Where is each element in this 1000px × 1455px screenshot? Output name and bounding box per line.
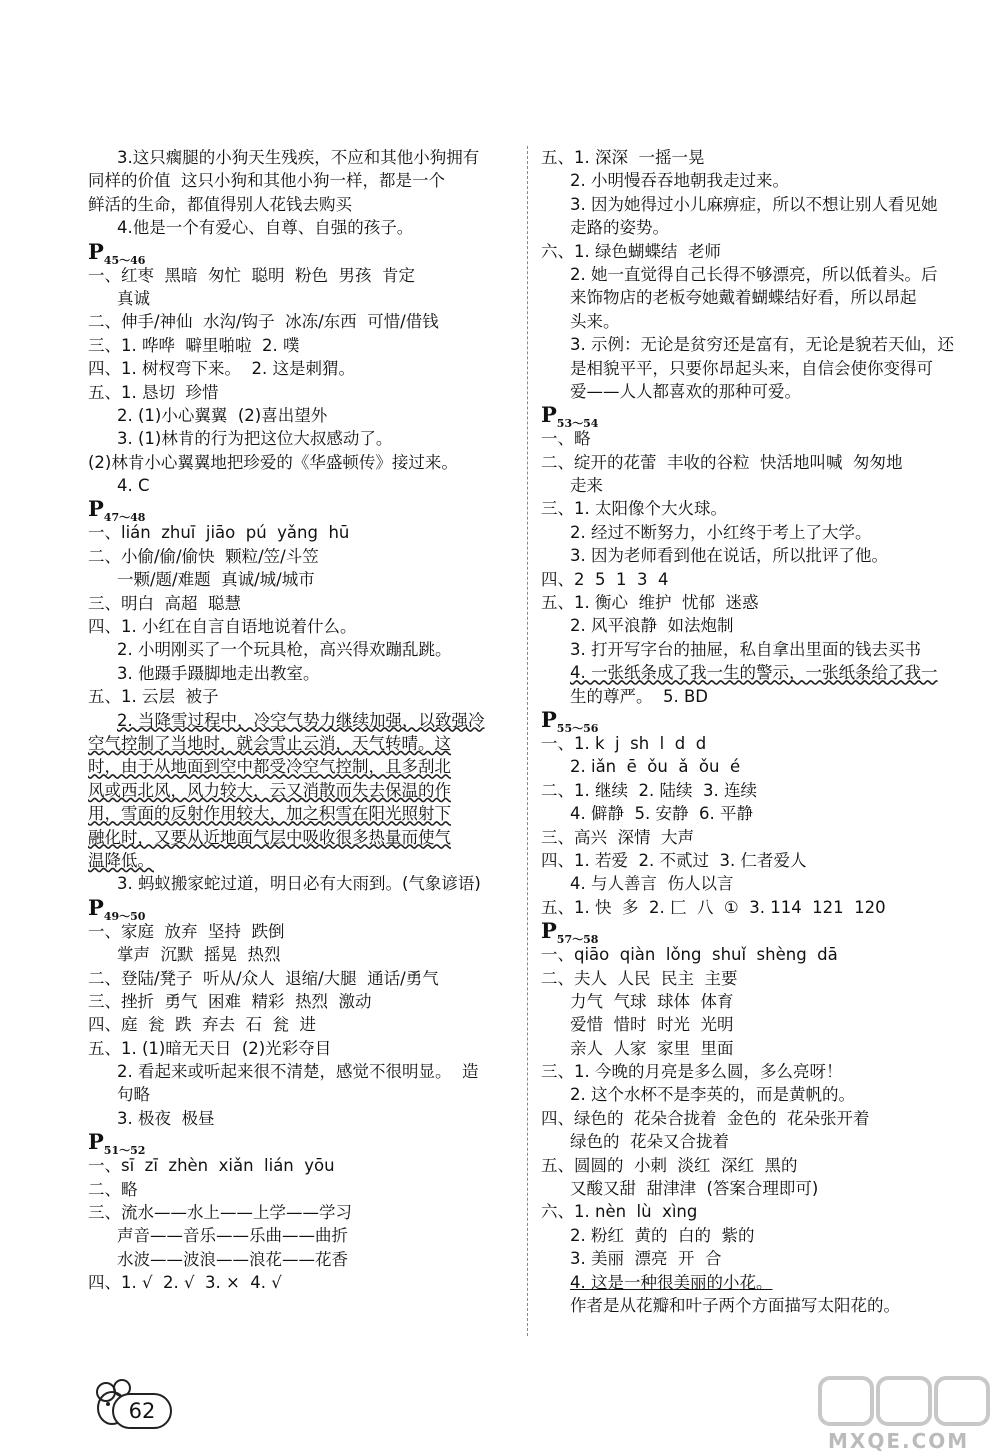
- answer-line: [541, 286, 971, 309]
- answer-line: [541, 614, 971, 637]
- answer-line: [88, 193, 518, 216]
- answer-text: 四、庭 瓮 跌 弃去 石 瓮 进: [88, 1015, 316, 1035]
- answer-text: 3. 因为她得过小儿麻痹症，所以不想让别人看见她: [570, 194, 938, 214]
- answer-line: [541, 1060, 971, 1083]
- answer-line: [88, 592, 518, 615]
- heading-letter: P: [541, 402, 557, 428]
- answer-line: [88, 709, 518, 732]
- answer-line: [541, 755, 971, 778]
- answer-text: (2)林肯小心翼翼地把珍爱的《华盛顿传》接过来。: [88, 452, 458, 472]
- answer-line: [88, 521, 518, 544]
- answer-text: 声音——音乐——乐曲——曲折: [117, 1226, 348, 1246]
- answer-line: [541, 1130, 971, 1153]
- answer-line: [541, 826, 971, 849]
- answer-text: 同样的价值 这只小狗和其他小狗一样，都是一个: [88, 171, 445, 191]
- answer-text: 走来: [570, 476, 603, 496]
- answer-line: [541, 732, 971, 755]
- answer-text: 2. 小明刚买了一个玩具枪，高兴得欢蹦乱跳。: [117, 640, 452, 660]
- answer-text: 头来。: [570, 311, 620, 331]
- answer-text: 二、1. 继续 2. 陆续 3. 连续: [541, 780, 757, 800]
- answer-text: 爱惜 惜时 时光 光明: [570, 1015, 734, 1035]
- answer-text: 3. 因为老师看到他在说话，所以批评了他。: [570, 546, 888, 566]
- answer-line: [541, 1107, 971, 1130]
- answer-line: [88, 1271, 518, 1294]
- answer-line: [88, 1178, 518, 1201]
- answer-line: [88, 615, 518, 638]
- answer-text: 4. 僻静 5. 安静 6. 平静: [570, 804, 753, 824]
- answer-text: 作者是从花瓣和叶子两个方面描写太阳花的。: [570, 1295, 900, 1315]
- answer-line: [541, 1083, 971, 1106]
- left-column: [88, 146, 518, 1295]
- answer-line: [541, 591, 971, 614]
- answer-line: [88, 427, 518, 450]
- answer-line: [541, 943, 971, 966]
- answer-text: 温降低。: [88, 850, 154, 870]
- answer-text: 二、小偷/偷/偷快 颗粒/笠/斗笠: [88, 546, 319, 566]
- answer-line: [541, 1224, 971, 1247]
- answer-line: [541, 685, 971, 708]
- answer-line: [88, 920, 518, 943]
- page-range-heading: [88, 1129, 518, 1158]
- answer-line: [88, 1154, 518, 1177]
- answer-text: 四、1. 树杈弯下来。 2. 这是刺猬。: [88, 359, 355, 379]
- answer-text: 亲人 人家 家里 里面: [570, 1038, 734, 1058]
- answer-line: [88, 1013, 518, 1036]
- answer-line: [88, 1037, 518, 1060]
- answer-text: 一、lián zhuī jiāo pú yǎng hū: [88, 523, 350, 543]
- answer-line: [541, 451, 971, 474]
- answer-line: [88, 826, 518, 849]
- answer-text: 一颗/题/难题 真诚/城/城市: [117, 570, 315, 590]
- heading-range: 45～46: [103, 253, 146, 267]
- answer-text: 走路的姿势。: [570, 218, 669, 238]
- answer-text: 水波——波浪——浪花——花香: [117, 1249, 348, 1269]
- answer-text: 四、1. 若爱 2. 不贰过 3. 仁者爱人: [541, 850, 807, 870]
- heading-letter: P: [88, 496, 104, 522]
- answer-line: [88, 310, 518, 333]
- answer-text: 六、1. 绿色蝴蝶结 老师: [541, 241, 721, 261]
- answer-text: 句略: [117, 1085, 150, 1105]
- answer-line: [541, 872, 971, 895]
- answer-line: [88, 1201, 518, 1224]
- answer-text: 一、qiāo qiàn lǒng shuǐ shèng dā: [541, 945, 838, 965]
- answer-text: 绿色的 花朵又合拢着: [570, 1132, 729, 1152]
- page-range-heading: [541, 402, 971, 431]
- answer-text: 2. 当降雪过程中，冷空气势力继续加强，以致强冷: [117, 710, 485, 730]
- column-divider: [527, 146, 528, 1336]
- answer-text: 2. 看起来或听起来很不清楚，感觉不很明显。 造: [117, 1062, 479, 1082]
- answer-line: [88, 146, 518, 169]
- answer-text: 一、家庭 放弃 坚持 跌倒: [88, 921, 285, 941]
- answer-text: 五、1. 衡心 维护 忧郁 迷惑: [541, 593, 759, 613]
- answer-text: 三、流水——水上——上学——学习: [88, 1203, 352, 1223]
- answer-line: [541, 779, 971, 802]
- answer-text: 二、伸手/神仙 水沟/钩子 冰冻/东西 可惜/借钱: [88, 312, 439, 332]
- answer-line: [88, 404, 518, 427]
- answer-text: 鲜活的生命，都值得别人花钱去购买: [88, 194, 352, 214]
- answer-line: [88, 451, 518, 474]
- heading-range: 49～50: [103, 909, 146, 923]
- answer-text: 五、1. 恳切 珍惜: [88, 382, 219, 402]
- answer-line: [541, 263, 971, 286]
- answer-text: 是相貌平平，只要你昂起头来，自信会使你变得可: [570, 358, 933, 378]
- answer-line: [541, 849, 971, 872]
- answer-line: [541, 661, 971, 684]
- answer-line: [88, 779, 518, 802]
- answer-line: [88, 334, 518, 357]
- answer-line: [541, 333, 971, 356]
- heading-letter: P: [88, 238, 104, 264]
- answer-line: [541, 638, 971, 661]
- answer-line: [541, 357, 971, 380]
- answer-text: 二、略: [88, 1179, 138, 1199]
- answer-text: 3. 美丽 漂亮 开 合: [570, 1249, 722, 1269]
- answer-text: 4.他是一个有爱心、自尊、自强的孩子。: [117, 218, 414, 238]
- answer-text: 2. (1)小心翼翼 (2)喜出望外: [117, 405, 328, 425]
- answer-line: [541, 169, 971, 192]
- answer-text: 一、略: [541, 429, 591, 449]
- answer-text: 一、sī zī zhèn xiǎn lián yōu: [88, 1156, 335, 1176]
- answer-line: [541, 896, 971, 919]
- answer-line: [541, 497, 971, 520]
- answer-line: [88, 872, 518, 895]
- answer-line: [88, 169, 518, 192]
- answer-line: [88, 1060, 518, 1083]
- answer-line: [541, 474, 971, 497]
- answer-text: 三、1. 哗哗 噼里啪啦 2. 噗: [88, 335, 300, 355]
- right-column: [541, 146, 971, 1317]
- answer-text: 五、1. 云层 被子: [88, 687, 219, 707]
- answer-line: [541, 1271, 971, 1294]
- answer-text: 四、绿色的 花朵合拢着 金色的 花朵张开着: [541, 1108, 870, 1128]
- answer-text: 二、绽开的花蕾 丰收的谷粒 快活地叫喊 匆匆地: [541, 452, 903, 472]
- answer-line: [88, 216, 518, 239]
- heading-range: 57～58: [556, 933, 599, 947]
- answer-text: 2. iǎn ē ǒu ǎ ǒu é: [570, 757, 741, 777]
- answer-text: 3. 打开写字台的抽屉，私自拿出里面的钱去买书: [570, 639, 921, 659]
- heading-range: 51～52: [103, 1144, 146, 1158]
- answer-text: 五、1. 深深 一摇一晃: [541, 148, 705, 167]
- heading-range: 47～48: [103, 511, 146, 525]
- answer-text: 2. 她一直觉得自己长得不够漂亮，所以低着头。后: [570, 264, 938, 284]
- answer-text: 三、明白 高超 聪慧: [88, 593, 241, 613]
- answer-line: [88, 732, 518, 755]
- answer-text: 四、2 5 1 3 4: [541, 569, 669, 589]
- answer-text: 融化时，又要从近地面气层中吸收很多热量而使气: [88, 827, 451, 847]
- answer-line: [541, 310, 971, 333]
- answer-line: [88, 943, 518, 966]
- answer-line: [541, 427, 971, 450]
- answer-text: 二、登陆/凳子 听从/众人 退缩/大腿 通话/勇气: [88, 968, 439, 988]
- answer-line: [88, 685, 518, 708]
- answer-line: [541, 1037, 971, 1060]
- heading-letter: P: [541, 918, 557, 944]
- heading-range: 53～54: [556, 417, 599, 431]
- answer-line: [541, 1013, 971, 1036]
- heading-range: 55～56: [556, 722, 599, 736]
- answer-line: [541, 521, 971, 544]
- answer-line: [88, 1107, 518, 1130]
- answer-text: 三、挫折 勇气 困难 精彩 热烈 激动: [88, 991, 372, 1011]
- answer-line: [88, 474, 518, 497]
- answer-text: 4. 与人善言 伤人以言: [570, 874, 734, 894]
- answer-text: 力气 气球 球体 体育: [570, 991, 734, 1011]
- answer-text: 3. 示例：无论是贫穷还是富有，无论是貌若天仙，还: [570, 335, 954, 355]
- answer-line: [541, 1177, 971, 1200]
- page-range-heading: [541, 918, 971, 947]
- answer-line: [541, 1294, 971, 1317]
- answer-text: 真诚: [117, 288, 150, 308]
- answer-text: 3.这只瘸腿的小狗天生残疾，不应和其他小狗拥有: [117, 148, 480, 167]
- answer-line: [541, 146, 971, 169]
- answer-line: [541, 802, 971, 825]
- answer-text: 又酸又甜 甜津津 (答案合理即可): [570, 1179, 819, 1199]
- answer-line: [541, 990, 971, 1013]
- answer-line: [88, 357, 518, 380]
- answer-text: 三、1. 今晚的月亮是多么圆，多么亮呀！: [541, 1062, 843, 1082]
- page-range-heading: [541, 706, 971, 736]
- answer-line: [88, 568, 518, 591]
- answer-text: 四、1. √ 2. √ 3. × 4. √: [88, 1273, 282, 1293]
- answer-text: 4. 一张纸条成了我一生的警示，一张纸条给了我一: [570, 663, 938, 683]
- answer-line: [88, 1083, 518, 1106]
- answer-text: 3. 他蹑手蹑脚地走出教室。: [117, 663, 320, 683]
- answer-text: 空气控制了当地时，就会雪止云消，天气转晴。这: [88, 733, 451, 753]
- answer-line: [88, 638, 518, 661]
- answer-line: [541, 193, 971, 216]
- answer-text: 一、红枣 黑暗 匆忙 聪明 粉色 男孩 肯定: [88, 265, 415, 285]
- answer-text: 二、夫人 人民 民主 主要: [541, 968, 738, 988]
- page-range-heading: [88, 238, 518, 267]
- answer-text: 三、高兴 深情 大声: [541, 827, 694, 847]
- answer-text: 五、圆圆的 小刺 淡红 深红 黑的: [541, 1155, 798, 1175]
- answer-line: [88, 967, 518, 990]
- watermark-text: MXQE.COM: [828, 1429, 970, 1453]
- answer-text: 一、1. k j sh l d d: [541, 733, 707, 753]
- answer-text: 来饰物店的老板夸她戴着蝴蝶结好看，所以昂起: [570, 288, 917, 308]
- answer-text: 2. 粉红 黄的 白的 紫的: [570, 1225, 755, 1245]
- answer-text: 2. 这个水杯不是李英的，而是黄帆的。: [570, 1085, 855, 1105]
- answer-line: [541, 967, 971, 990]
- answer-text: 4. 这是一种很美丽的小花。: [570, 1272, 773, 1292]
- answer-line: [541, 240, 971, 263]
- heading-letter: P: [88, 894, 104, 920]
- answer-line: [88, 1248, 518, 1271]
- answer-text: 五、1. (1)暗无天日 (2)光彩夺目: [88, 1038, 332, 1058]
- answer-text: 3. 极夜 极昼: [117, 1108, 215, 1128]
- answer-text: 五、1. 快 多 2. 匚 八 ① 3. 114 121 120: [541, 897, 886, 917]
- answer-text: 爱——人人都喜欢的那种可爱。: [570, 381, 801, 401]
- answer-line: [88, 1224, 518, 1247]
- answer-text: 风或西北风，风力较大，云又消散而失去保温的作: [88, 780, 451, 800]
- answer-line: [541, 1200, 971, 1223]
- answer-line: [88, 381, 518, 404]
- page-range-heading: [88, 496, 518, 525]
- answer-line: [541, 1247, 971, 1270]
- page-number: 62: [112, 1393, 172, 1429]
- answer-text: 2. 小明慢吞吞地朝我走过来。: [570, 171, 789, 191]
- heading-letter: P: [541, 706, 557, 732]
- heading-letter: P: [88, 1129, 104, 1155]
- answer-text: 时，由于从地面到空中都受冷空气控制，且多刮北: [88, 757, 451, 777]
- answer-text: 用，雪面的反射作用较大，加之积雪在阳光照射下: [88, 804, 451, 824]
- answer-text: 2. 经过不断努力，小红终于考上了大学。: [570, 522, 872, 542]
- answer-text: 3. (1)林肯的行为把这位大叔感动了。: [117, 429, 393, 449]
- answer-line: [541, 380, 971, 403]
- answer-line: [88, 545, 518, 568]
- answer-text: 2. 风平浪静 如法炮制: [570, 616, 734, 636]
- answer-text: 三、1. 太阳像个大火球。: [541, 499, 727, 519]
- answer-line: [88, 264, 518, 287]
- answer-line: [88, 755, 518, 778]
- answer-text: 四、1. 小红在自言自语地说着什么。: [88, 617, 357, 637]
- answer-line: [88, 990, 518, 1013]
- answer-line: [88, 287, 518, 310]
- answer-text: 生的尊严。 5. BD: [570, 686, 709, 706]
- answer-line: [88, 849, 518, 872]
- page-range-heading: [88, 894, 518, 923]
- answer-text: 4. C: [117, 476, 150, 496]
- answer-text: 掌声 沉默 摇晃 热烈: [117, 945, 281, 965]
- answer-line: [541, 216, 971, 239]
- answer-line: [88, 662, 518, 685]
- answer-line: [541, 1154, 971, 1177]
- answer-text: 3. 蚂蚁搬家蛇过道，明日必有大雨到。(气象谚语): [117, 874, 481, 894]
- answer-line: [88, 802, 518, 825]
- answer-line: [541, 568, 971, 591]
- answer-line: [541, 544, 971, 567]
- answer-text: 六、1. nèn lù xìng: [541, 1202, 698, 1222]
